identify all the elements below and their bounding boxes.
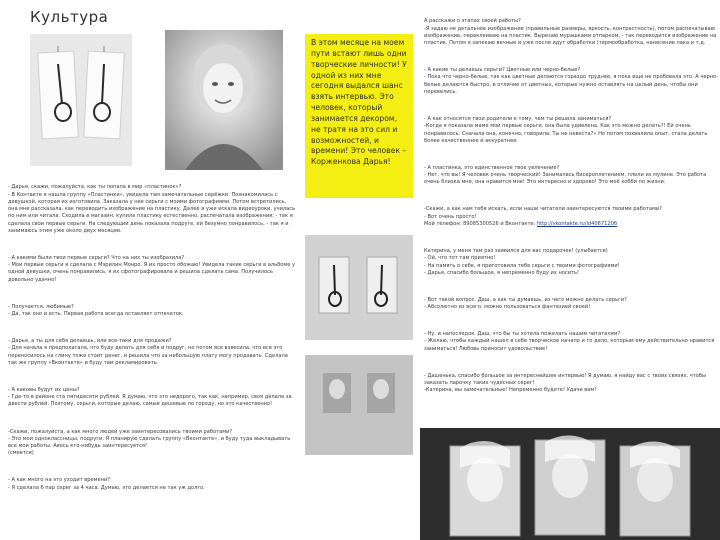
interview-paragraph: - А пластинка, это единственное твое увлечение? - Нет, что вы! Я человек очень творческий! Занималась бисероплетением, плели из мулине. Это работа очень близка мне, она нравится мне! Это интересно и здорово! Это моё хобби по жизни.	[424, 164, 707, 186]
vk-link[interactable]: http://vkontakte.ru/id4067120б	[536, 220, 617, 227]
contact-info-text: -Скажи, а как нам тебя искать, если наши читатели заинтересуются твоими работами? - Вот очень просто! Мой телефон: 89085300526 и Вконтакте:	[424, 206, 662, 227]
interview-right-column	[424, 4, 718, 407]
interview-paragraph: - Дарья, а ты для себя делаешь, или все-таки для продажи? - Для начала я предполагала, что буду делать для себя и подруг, но потом все взвесила, что все это переносилось на глину тоже стоит денег, и решила что за небольшую плату могу продавать. Сделала так же группу «Вконтакте» и буду там рекламировать.	[8, 338, 288, 366]
portrait-photo-daria	[165, 30, 283, 170]
interview-paragraph: - А каковы будут их цены? - Где-то в районе ста пятидесяти рублей. Я думаю, что это недорого, так как, например, своя делала за двести рублей. Поэтому, серьги, которые делаю, самые дешевые по городу, но это качественно!	[8, 386, 292, 408]
interview-paragraph	[424, 206, 718, 228]
interview-paragraph: - Получается, любимые? - Да, так оно и есть. Первая работа всегда оставляет отпечаток.	[8, 303, 184, 317]
interview-left-column	[8, 170, 296, 504]
interview-paragraph: -Скажи, пожалуйста, а как много людей уже заинтересовались твоими работами? - Это мои одноклассницы, подруги. Я планирую сделать группу «Вконтакте», и буду туда выкладывать все мои работы. Авось кто-нибудь заинтересуется! (смеется)	[8, 428, 291, 457]
interview-paragraph: - Дарья, скажи, пожалуйста, как ты попала в мир «пластинок»? - В Контакте я нашла группу «Пластинки», увидела там замечательные серёжки. Познакомилась с девушкой, которая их изготовила. Заказала у нее серьги с моими фотографиями. Потом встретились, она мне рассказала, как переводить изображение на пластику. Далее я уже искала видеоуроки, училась по ним или читала. Сходила в магазин, купила пластику естественно, распечатала изображения, - так я сделала свои первые серьги. На следующий день показала подруге, ей безумно понравилось, - так я и занимаюсь этим уже около двух месяцев.	[8, 184, 296, 234]
interview-paragraph: - Дашенька, спасибо большое за интереснейшее интервью! Я думаю, я найду вас с твоих связях, чтобы заказать парочку таких чудесных серег! -Катерина, вы замечательные! Непременно будете! Удачи вам!	[424, 372, 706, 394]
interview-paragraph: - А как много на это уходит времени? - Я сделала 6 пар серег за 4 часа. Думаю, это делается не так уж долго.	[8, 477, 205, 491]
earrings-photo-marilyn-monroe	[420, 428, 720, 540]
interview-paragraph: Катерина, у меня там раз заявился для вас подарочек! (улыбается) - Ой, что тот там приятно! - На память о себе, я приготовила тебе серьги с твоими фотографиями! - Дарья, спасибо большое, я непременно буду их носить!	[424, 248, 620, 276]
interview-paragraph: - Вот такой вопрос. Даш, а как ты думаешь, из чего можно делать серьги? - Абсолютно из всего, можно пользоваться фантазией своей!	[424, 296, 627, 311]
interview-paragraph: - А какие ты делаешь серьги? Цветные или черно-белые? - Пока что черно-белые, так как цветные делаются гораздо труднее, я пока еще не пробовала это. А черно-белые делаются быстро, в отличие от цветных, которые нужно оставлять на целый день, чтобы они перевелись.	[424, 67, 718, 95]
page-title: Культура	[30, 8, 109, 26]
interview-paragraph: - А как относятся твои родители к тому, чем ты решила заниматься? -Когда я показала маме мои первые серьги, она была удивлена. Как это можно делать?! Ей очень понравилось. Сначала она, конечно, говорила: Ты не невеста?» Но потом похвалила опыт, стала делать более качественнее и аккуратнее.	[424, 116, 708, 144]
earrings-photo-guitar-clipart	[30, 34, 132, 166]
interview-paragraph: - А какими были твои первые серьги? Что на них ты изобразила? - Мои первые серьги я сделала с Мэрилин Монро. Я их просто обожаю! Увидела такие серьги в альбоме у одной девушки, очень понравились, я их сфотографировала и решила сделать сама. Получилось довольно удачно!	[8, 254, 296, 283]
earrings-photo-guitar-small	[305, 235, 413, 340]
intro-callout: В этом месяце на моем пути встают лишь одни творческие личности! У одной из них мне сегодня выдался шанс взять интервью. Это человек, который занимается декором, не тратя на это сил и возможностей, и времени! Это человек – Корженкова Дарья!	[305, 34, 413, 198]
interview-paragraph: - Ну, и напоследок. Даш, что бы ты хотела пожелать нашим читателям? - Желаю, чтобы каждый нашел в себе творческое начало и то дело, которым ему действительно нравится заниматься! Любовь приносит удовольствие!	[424, 331, 715, 352]
earrings-photo-portraits-small	[305, 355, 413, 455]
interview-paragraph: А расскажи о этапах своей работы? -Я задаю не детальное изображение (правильные размеры, яркость, контрастность), потом распечатываю изображение, переклеиваю на пластик. Вырезаю мурашками отпарком, - так переводится изображение на пластик. Потом я запекаю вечные и уже после идут обработки (термообработка, нанесение лака и т.д.	[424, 18, 717, 47]
